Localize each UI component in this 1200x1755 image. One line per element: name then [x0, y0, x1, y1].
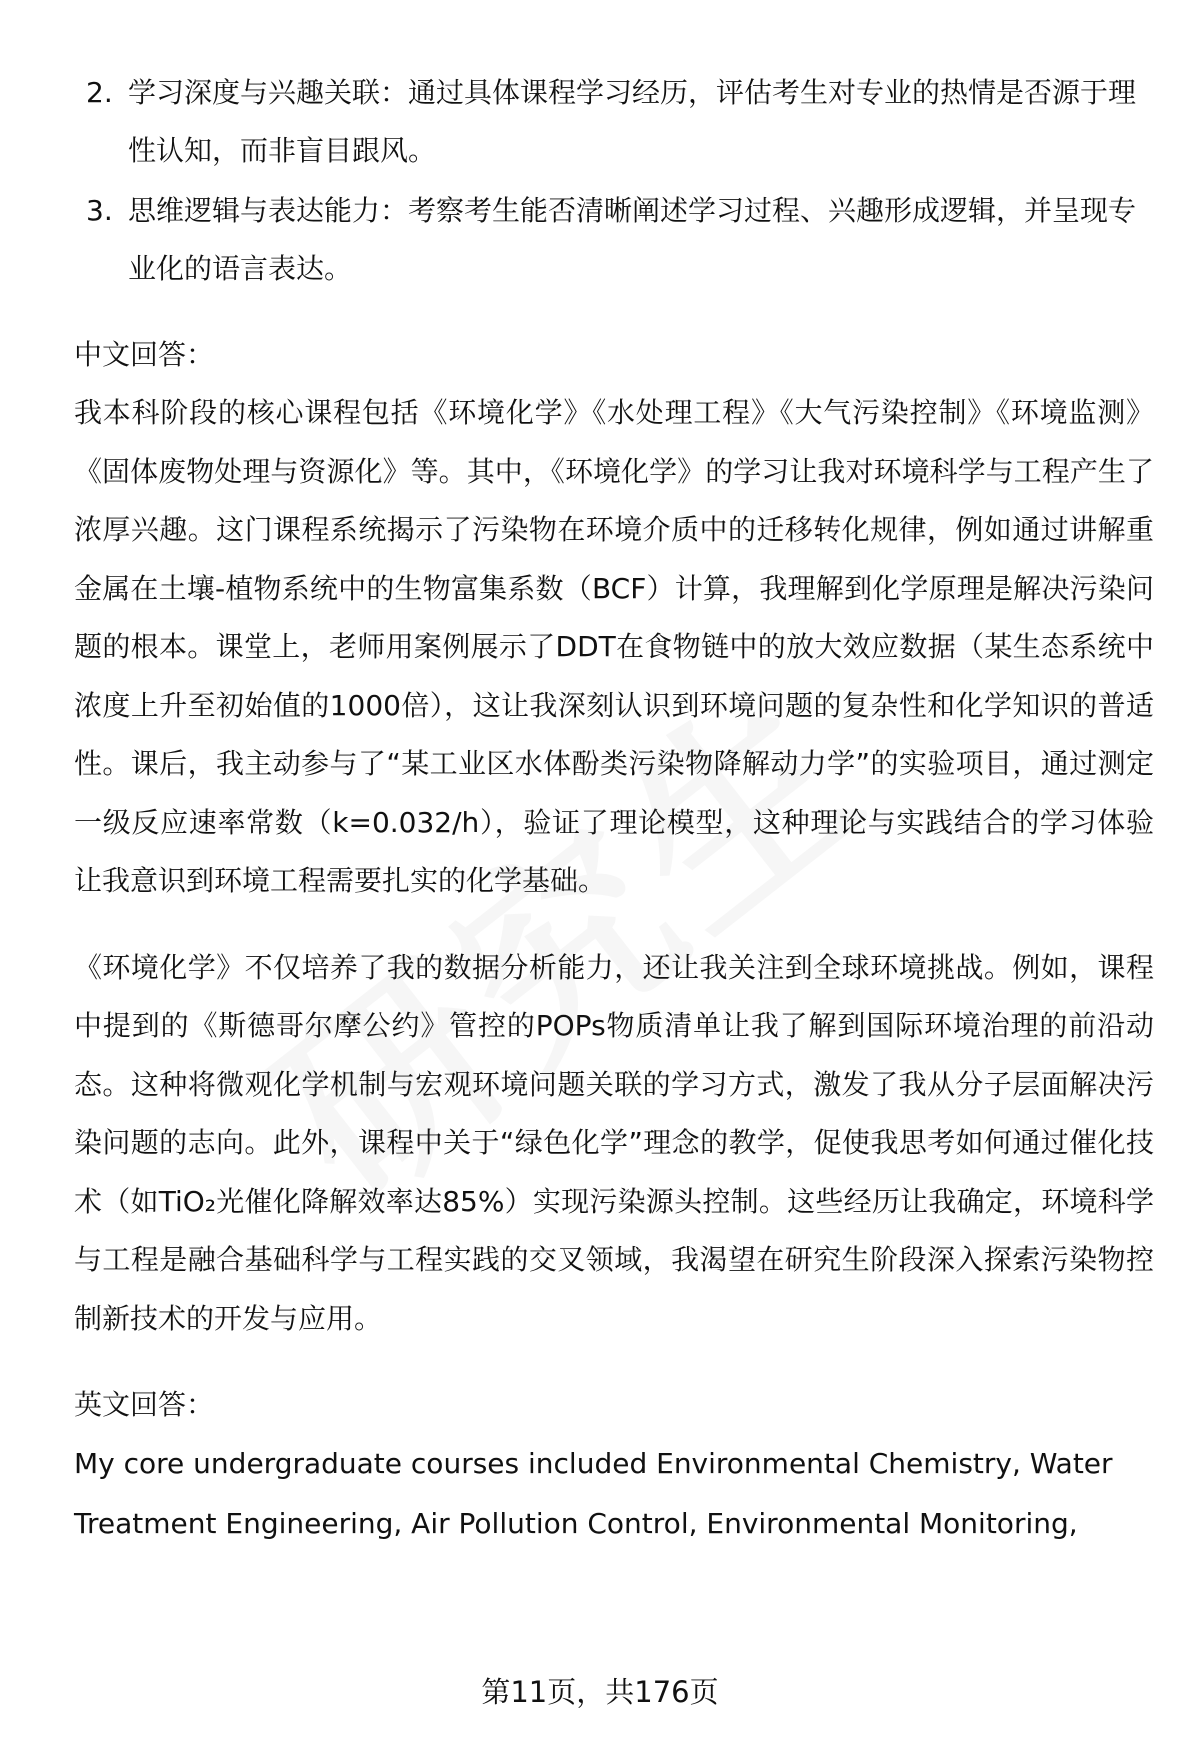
- document-page: [74, 64, 1154, 1554]
- english-answer-line: My core undergraduate courses included Environmental Chemistry, Water: [74, 1447, 1113, 1480]
- list-item: [74, 64, 1154, 180]
- paragraph-gap: [74, 911, 1154, 939]
- criteria-list: [74, 64, 1154, 298]
- list-number: 2.: [86, 76, 113, 109]
- chinese-answer-heading: 中文回答：: [74, 338, 215, 371]
- list-text: 学习深度与兴趣关联：通过具体课程学习经历，评估考生对专业的热情是否源于理性认知，而非盲目跟风。: [128, 76, 1137, 167]
- english-answer-line: Treatment Engineering, Air Pollution Control, Environmental Monitoring,: [74, 1507, 1078, 1540]
- list-text: 思维逻辑与表达能力：考察考生能否清晰阐述学习过程、兴趣形成逻辑，并呈现专业化的语言表达。: [128, 194, 1137, 285]
- list-number: 3.: [86, 194, 113, 227]
- list-item: [74, 182, 1154, 298]
- page-footer: 第11页，共176页: [481, 1675, 719, 1709]
- english-answer-heading: 英文回答：: [74, 1388, 215, 1421]
- chinese-answer-paragraph: 我本科阶段的核心课程包括《环境化学》《水处理工程》《大气污染控制》《环境监测》《固体废物处理与资源化》等。其中，《环境化学》的学习让我对环境科学与工程产生了浓厚兴趣。这门课程系统揭示了污染物在环境介质中的迁移转化规律，例如通过讲解重金属在土壤-植物系统中的生物富集系数（BCF）计算，我理解到化学原理是解决污染问题的根本。课堂上，老师用案例展示了DDT在食物链中的放大效应数据（某生态系统中浓度上升至初始值的1000倍），这让我深刻认识到环境问题的复杂性和化学知识的普适性。课后，我主动参与了“某工业区水体酚类污染物降解动力学”的实验项目，通过测定一级反应速率常数（k=0.032/h），验证了理论模型，这种理论与实践结合的学习体验让我意识到环境工程需要扎实的化学基础。: [74, 396, 1154, 897]
- chinese-answer-paragraph: 《环境化学》不仅培养了我的数据分析能力，还让我关注到全球环境挑战。例如，课程中提到的《斯德哥尔摩公约》管控的POPs物质清单让我了解到国际环境治理的前沿动态。这种将微观化学机制与宏观环境问题关联的学习方式，激发了我从分子层面解决污染问题的志向。此外，课程中关于“绿色化学”理念的教学，促使我思考如何通过催化技术（如TiO₂光催化降解效率达85%）实现污染源头控制。这些经历让我确定，环境科学与工程是融合基础科学与工程实践的交叉领域，我渴望在研究生阶段深入探索污染物控制新技术的开发与应用。: [74, 950, 1154, 1335]
